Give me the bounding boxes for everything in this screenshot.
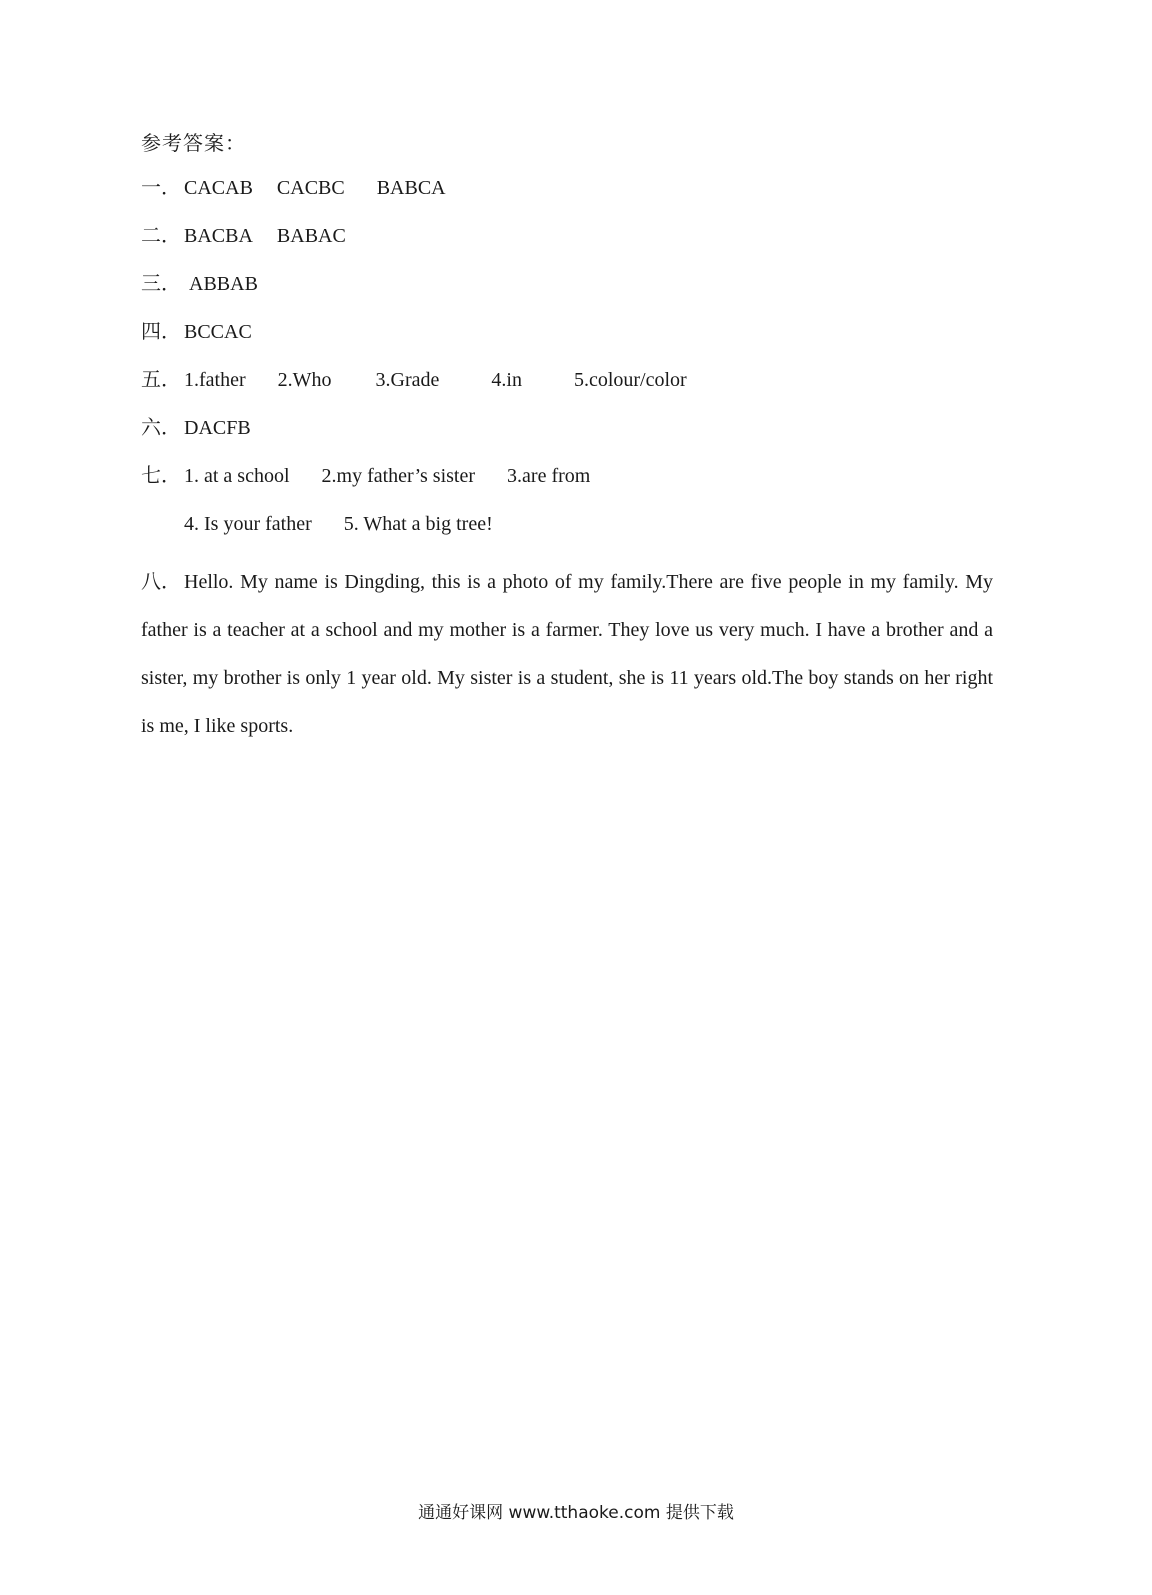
section-number: 四． (141, 321, 181, 343)
answer-item: 2.Who (277, 369, 332, 391)
answer-item: 5. What a big tree! (343, 513, 493, 535)
answer-group: BABCA (376, 177, 446, 199)
answer-item: 3.are from (507, 465, 591, 487)
answer-group: BACBA (184, 225, 253, 247)
answer-item: 5.colour/color (573, 369, 687, 391)
section-number: 七． (141, 465, 181, 487)
section-number: 二． (141, 225, 181, 247)
answer-item: 4.in (491, 369, 522, 391)
answer-item: 4. Is your father (184, 513, 312, 535)
answer-item: 1. at a school (184, 465, 290, 487)
section-5 (141, 366, 687, 394)
section-3 (141, 270, 258, 298)
section-number: 三． (141, 273, 181, 295)
answer-item: 1.father (184, 369, 246, 391)
section-2 (141, 222, 346, 250)
page-heading: 参考答案： (141, 133, 246, 155)
section-number: 一． (141, 177, 181, 199)
section-6 (141, 414, 251, 442)
answer-group: ABBAB (189, 273, 258, 295)
answer-group: CACAB (184, 177, 253, 199)
answer-item: 2.my father’s sister (321, 465, 476, 487)
section-7-continued (184, 510, 493, 538)
answer-group: BABAC (276, 225, 346, 247)
section-8-text: Hello. My name is Dingding, this is a photo of my family.There are five people in my family. My father is a teacher at a school and my mother is a farmer. They love us very much. I have a brother and a sister, my brother is only 1 year old. My sister is a student, she is 11 years old.The boy stands on her right is me, I like sports. (141, 571, 993, 737)
section-number: 八． (141, 571, 181, 593)
section-4 (141, 318, 252, 346)
answer-group: BCCAC (184, 321, 252, 343)
section-1 (141, 174, 446, 202)
section-7 (141, 462, 590, 490)
footer: 通通好课网 www.tthaoke.com 提供下载 (418, 1503, 734, 1523)
section-number: 五． (141, 369, 181, 391)
answer-group: DACFB (184, 417, 251, 439)
answer-item: 3.Grade (375, 369, 440, 391)
section-8 (141, 558, 993, 750)
answer-group: CACBC (276, 177, 345, 199)
section-number: 六． (141, 417, 181, 439)
